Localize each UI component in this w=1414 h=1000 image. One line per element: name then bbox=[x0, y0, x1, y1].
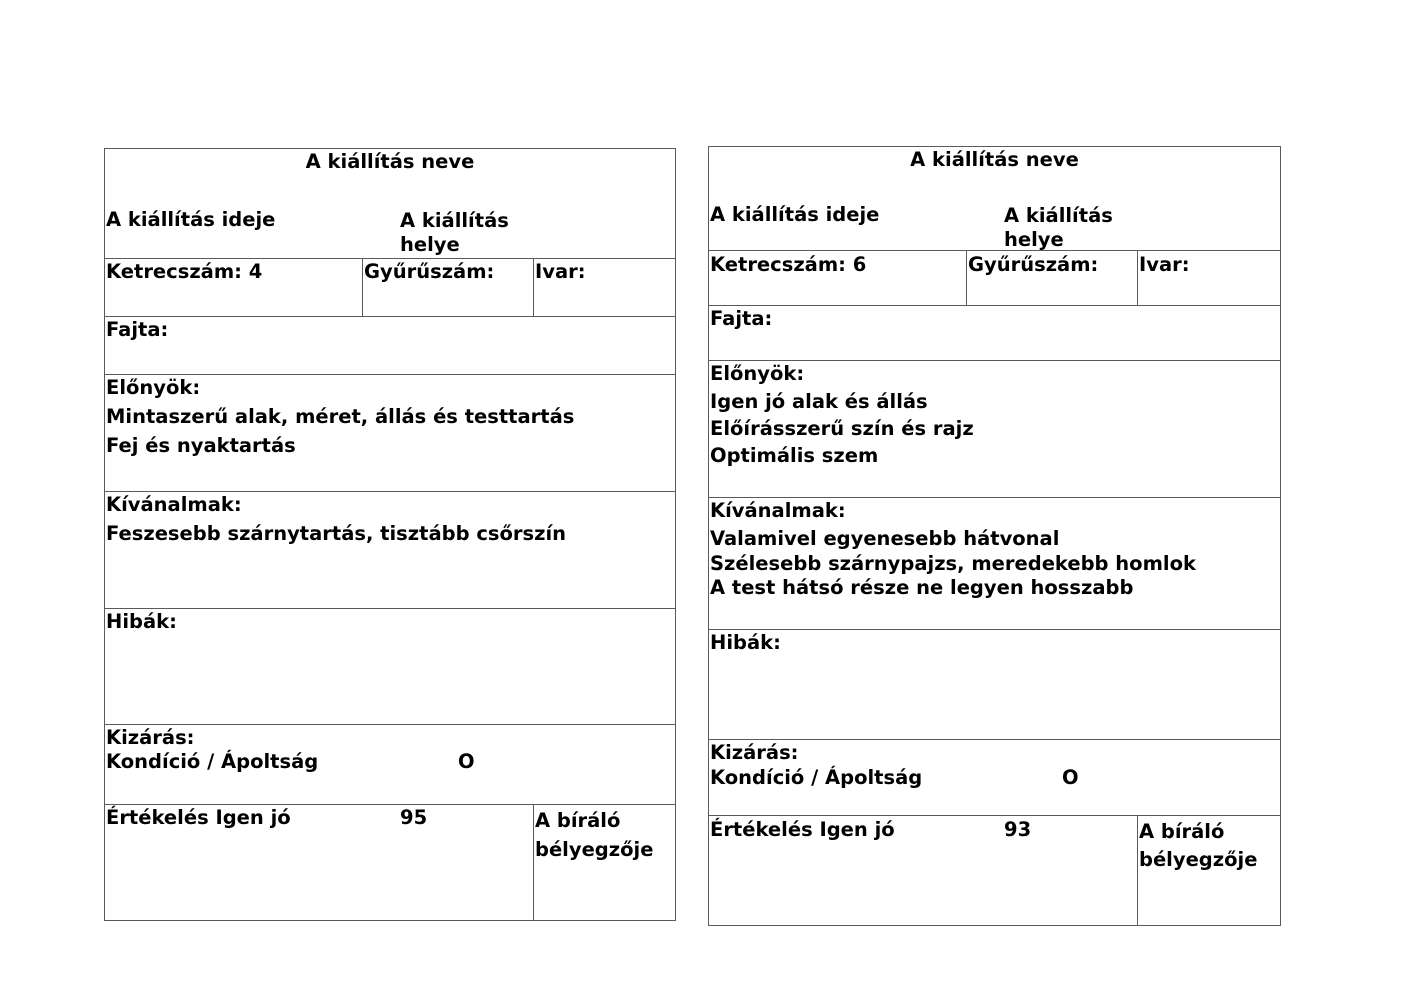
row-divider bbox=[105, 804, 675, 805]
ring-number-label: Gyűrűszám: bbox=[364, 260, 495, 283]
column-divider bbox=[1137, 815, 1138, 925]
breed-label: Fajta: bbox=[710, 307, 773, 330]
sex-label: Ivar: bbox=[535, 260, 586, 283]
row-divider bbox=[709, 305, 1280, 306]
rating-label: Értékelés Igen jó bbox=[106, 806, 291, 829]
exhibition-place-label: A kiállítás helye bbox=[400, 209, 509, 256]
breed-label: Fajta: bbox=[106, 318, 169, 341]
judging-card-1 bbox=[104, 148, 676, 921]
row-divider bbox=[105, 316, 675, 317]
condition-label: Kondíció / Ápoltság bbox=[106, 750, 319, 773]
row-divider bbox=[105, 258, 675, 259]
exhibition-place-label: A kiállítás helye bbox=[1004, 204, 1113, 251]
row-divider bbox=[709, 629, 1280, 630]
judge-stamp-label: A bíráló bélyegzője bbox=[535, 809, 654, 861]
row-divider bbox=[105, 491, 675, 492]
row-divider bbox=[709, 739, 1280, 740]
condition-mark: O bbox=[1062, 766, 1079, 789]
wish-line: A test hátsó része ne legyen hosszabb bbox=[710, 576, 1134, 599]
condition-label: Kondíció / Ápoltság bbox=[710, 766, 923, 789]
advantages-label: Előnyök: bbox=[710, 362, 805, 385]
exhibition-date-label: A kiállítás ideje bbox=[710, 203, 880, 226]
advantage-line: Igen jó alak és állás bbox=[710, 390, 928, 413]
column-divider bbox=[966, 250, 967, 305]
exclusion-label: Kizárás: bbox=[710, 741, 799, 764]
row-divider bbox=[105, 608, 675, 609]
cage-number-label: Ketrecszám: 4 bbox=[106, 260, 263, 283]
advantage-line: Optimális szem bbox=[710, 444, 879, 467]
sex-label: Ivar: bbox=[1139, 253, 1190, 276]
score-value: 93 bbox=[1004, 818, 1032, 841]
row-divider bbox=[105, 374, 675, 375]
exhibition-name-label: A kiállítás neve bbox=[910, 148, 1079, 171]
row-divider bbox=[105, 724, 675, 725]
ring-number-label: Gyűrűszám: bbox=[968, 253, 1099, 276]
cage-number-label: Ketrecszám: 6 bbox=[710, 253, 867, 276]
exhibition-name-label: A kiállítás neve bbox=[305, 150, 475, 173]
score-value: 95 bbox=[400, 806, 428, 829]
column-divider bbox=[362, 258, 363, 316]
exclusion-label: Kizárás: bbox=[106, 726, 195, 749]
advantage-line: Előírásszerű szín és rajz bbox=[710, 417, 974, 440]
advantage-line: Mintaszerű alak, méret, állás és testtartás bbox=[106, 405, 575, 428]
wish-line: Szélesebb szárnypajzs, meredekebb homlok bbox=[710, 552, 1196, 575]
advantage-line: Fej és nyaktartás bbox=[106, 434, 296, 457]
row-divider bbox=[709, 497, 1280, 498]
column-divider bbox=[1137, 250, 1138, 305]
faults-label: Hibák: bbox=[710, 631, 781, 654]
judging-card-2 bbox=[708, 146, 1281, 926]
row-divider bbox=[709, 360, 1280, 361]
faults-label: Hibák: bbox=[106, 610, 177, 633]
wishes-label: Kívánalmak: bbox=[710, 499, 846, 522]
wishes-label: Kívánalmak: bbox=[106, 493, 242, 516]
rating-label: Értékelés Igen jó bbox=[710, 818, 895, 841]
row-divider bbox=[709, 815, 1280, 816]
wish-line: Valamivel egyenesebb hátvonal bbox=[710, 527, 1060, 550]
advantages-label: Előnyök: bbox=[106, 376, 201, 399]
column-divider bbox=[533, 804, 534, 920]
judge-stamp-label: A bíráló bélyegzője bbox=[1139, 820, 1258, 871]
exhibition-date-label: A kiállítás ideje bbox=[106, 208, 276, 231]
wish-line: Feszesebb szárnytartás, tisztább csőrszín bbox=[106, 522, 567, 545]
column-divider bbox=[533, 258, 534, 316]
row-divider bbox=[709, 250, 1280, 251]
condition-mark: O bbox=[458, 750, 475, 773]
